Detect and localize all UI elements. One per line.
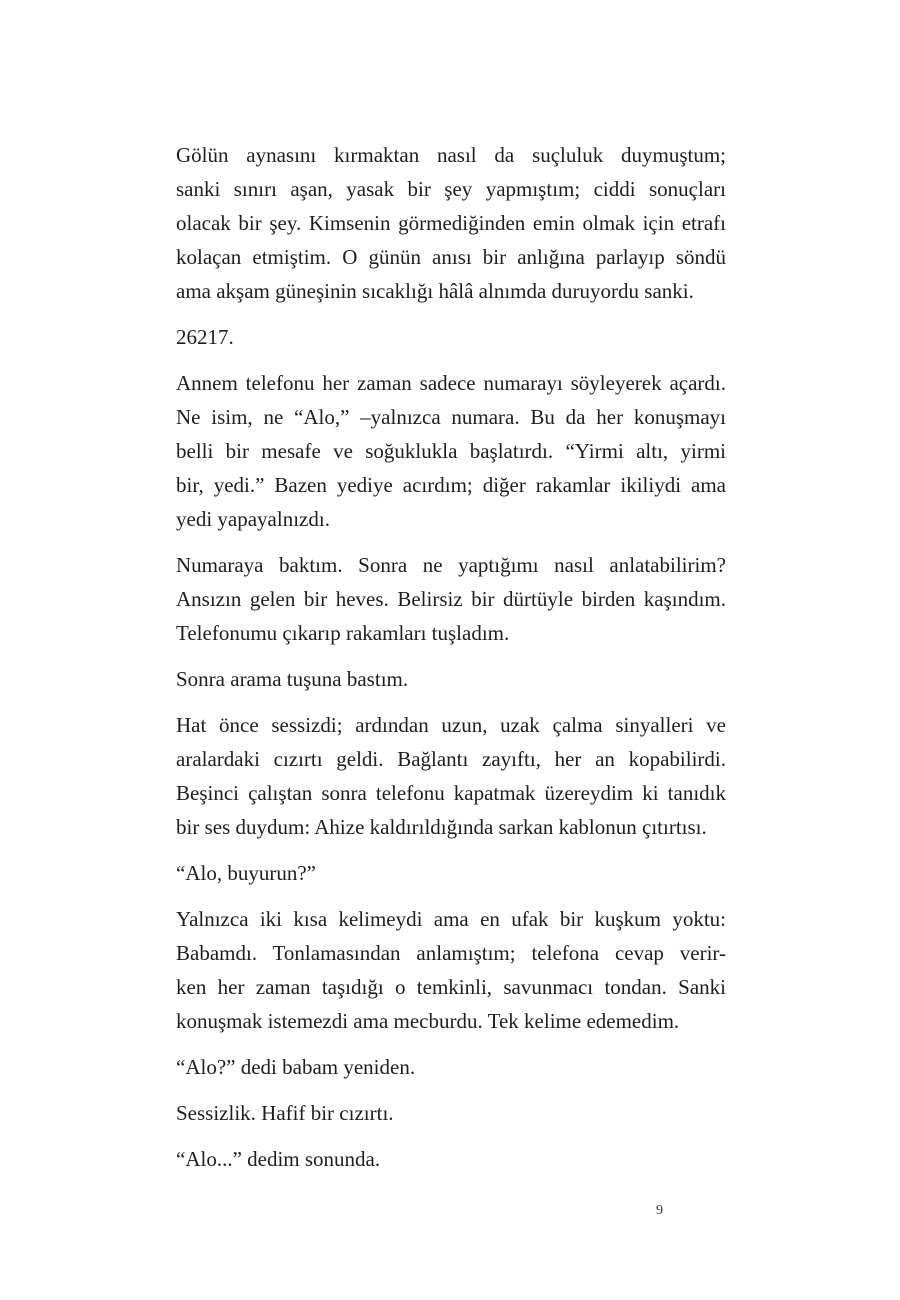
paragraph-mother-phone [176, 366, 726, 536]
text-line: Annem telefonu her zaman sadece numarayı söyleyerek açardı. [176, 371, 726, 395]
text-line: Babamdı. Tonlamasından anlamıştım; telefona cevap verir- [176, 941, 726, 965]
text-line: bir, yedi.” Bazen yediye acırdım; diğer rakamlar ikiliydi ama [176, 473, 726, 497]
paragraph-dialing [176, 548, 726, 650]
text-line: Yalnızca iki kısa kelimeydi ama en ufak bir kuşkum yoktu: [176, 907, 726, 931]
text-line: Telefonumu çıkarıp rakamları tuşladım. [176, 621, 510, 645]
text-line: Ne isim, ne “Alo,” –yalnızca numara. Bu da her konuşmayı [176, 405, 726, 429]
page-number: 9 [656, 1203, 663, 1218]
paragraph-dialogue-hello [176, 856, 726, 890]
paragraph-dialogue-reply [176, 1142, 726, 1176]
paragraph-phone-number [176, 320, 726, 354]
paragraph-call-button [176, 662, 726, 696]
text-line: ama akşam güneşinin sıcaklığı hâlâ alnımda duruyordu sanki. [176, 279, 694, 303]
text-line: Numaraya baktım. Sonra ne yaptığımı nasıl anlatabilirim? [176, 553, 726, 577]
text-line: Ansızın gelen bir heves. Belirsiz bir dürtüyle birden kaşındım. [176, 587, 726, 611]
text-line: sanki sınırı aşan, yasak bir şey yapmıştım; ciddi sonuçları [176, 177, 726, 201]
text-line: yedi yapayalnızdı. [176, 507, 330, 531]
text-line: bir ses duydum: Ahize kaldırıldığında sarkan kablonun çıtırtısı. [176, 815, 707, 839]
text-line: “Alo, buyurun?” [176, 861, 316, 885]
text-line: “Alo?” dedi babam yeniden. [176, 1055, 416, 1079]
text-line: kolaçan etmiştim. O günün anısı bir anlığına parlayıp söndü [176, 245, 726, 269]
text-line: Gölün aynasını kırmaktan nasıl da suçluluk duymuştum; [176, 143, 726, 167]
text-line: belli bir mesafe ve soğuklukla başlatırdı. “Yirmi altı, yirmi [176, 439, 726, 463]
text-line: ken her zaman taşıdığı o temkinli, savunmacı tondan. Sanki [176, 975, 726, 999]
text-line: konuşmak istemezdi ama mecburdu. Tek kelime edemedim. [176, 1009, 680, 1033]
text-line: olacak bir şey. Kimsenin görmediğinden emin olmak için etrafı [176, 211, 726, 235]
text-line: Sonra arama tuşuna bastım. [176, 667, 409, 691]
paragraph-silence [176, 1096, 726, 1130]
paragraph-father-voice [176, 902, 726, 1038]
page-body [176, 138, 726, 1188]
text-line: Hat önce sessizdi; ardından uzun, uzak çalma sinyalleri ve [176, 713, 726, 737]
text-line: aralardaki cızırtı geldi. Bağlantı zayıftı, her an kopabilirdi. [176, 747, 726, 771]
text-line: “Alo...” dedim sonunda. [176, 1147, 381, 1171]
paragraph-line-ringing [176, 708, 726, 844]
text-line: 26217. [176, 325, 234, 349]
paragraph-lake-mirror [176, 138, 726, 308]
text-line: Beşinci çalıştan sonra telefonu kapatmak üzereydim ki tanıdık [176, 781, 726, 805]
paragraph-dialogue-again [176, 1050, 726, 1084]
text-line: Sessizlik. Hafif bir cızırtı. [176, 1101, 394, 1125]
